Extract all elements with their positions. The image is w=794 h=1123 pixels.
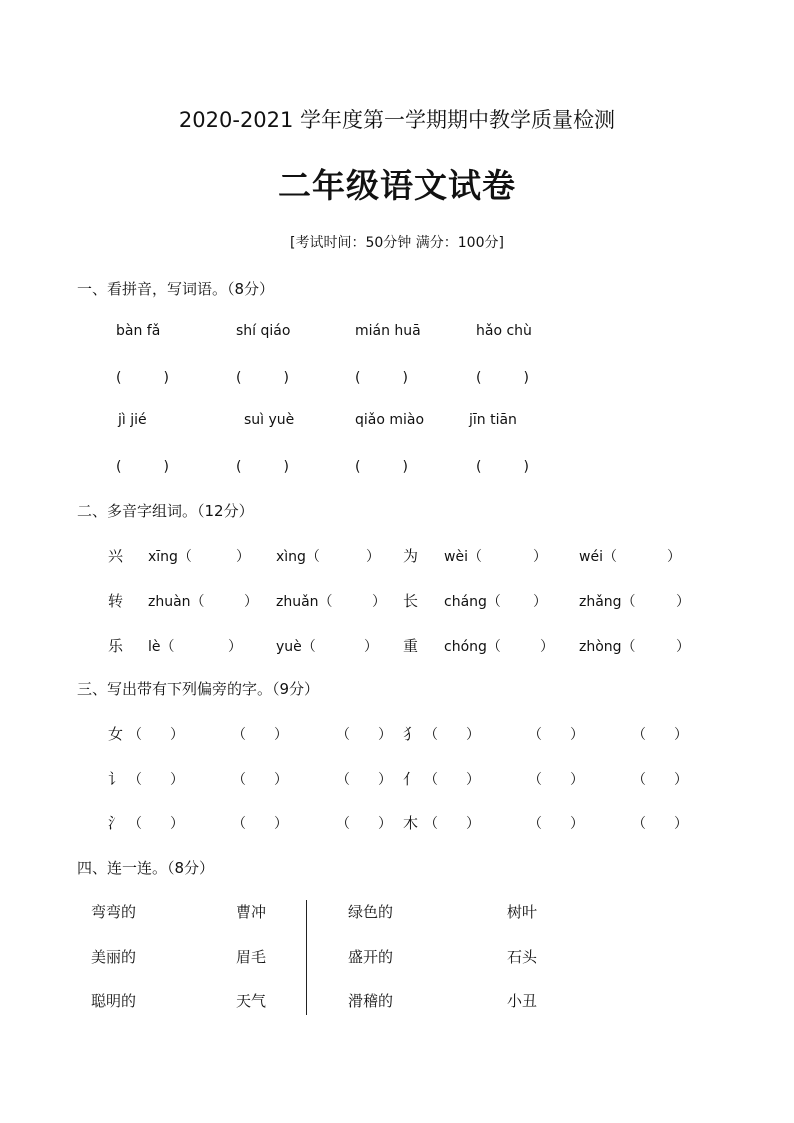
pinyin-label: wéi（ <box>579 549 617 565</box>
paren-close: ） <box>274 727 288 743</box>
paren-open: （ <box>424 816 438 832</box>
match-item[interactable]: 天气 <box>236 992 267 1010</box>
answer-blank-close[interactable]: ） <box>533 594 547 610</box>
match-item[interactable]: 弯弯的 <box>91 903 137 921</box>
pinyin-label: zhòng（ <box>579 639 636 655</box>
section-2-title: 二、多音字组词。（12分） <box>77 502 254 520</box>
paren-open: （ <box>632 772 646 788</box>
pinyin-item: jì jié <box>118 412 147 428</box>
answer-blank[interactable]: ( ) <box>476 370 529 386</box>
paren-open: （ <box>632 816 646 832</box>
paren-open: （ <box>232 816 246 832</box>
pinyin-item: qiǎo miào <box>355 412 425 428</box>
answer-blank-close[interactable]: ） <box>533 549 547 565</box>
pinyin-label: xīng（ <box>148 549 192 565</box>
match-item[interactable]: 石头 <box>507 948 538 966</box>
paren-open: （ <box>336 816 350 832</box>
paren-close: ） <box>274 816 288 832</box>
pinyin-label: yuè（ <box>276 639 316 655</box>
pinyin-item: suì yuè <box>244 412 295 428</box>
polyphone-char: 重 <box>403 637 419 655</box>
section-1-title: 一、看拼音，写词语。（8分） <box>77 280 275 298</box>
exam-subtitle: 2020-2021 学年度第一学期期中教学质量检测 <box>178 108 616 132</box>
radical-label: 讠 <box>108 770 124 788</box>
paren-open: （ <box>528 727 542 743</box>
paren-open: （ <box>424 772 438 788</box>
paren-close: ） <box>466 772 480 788</box>
answer-blank-close[interactable]: ） <box>366 549 380 565</box>
radical-label: 亻 <box>403 770 419 788</box>
paren-close: ） <box>674 727 688 743</box>
polyphone-char: 为 <box>403 547 419 565</box>
pinyin-item: jīn tiān <box>469 412 517 428</box>
paren-close: ） <box>570 727 584 743</box>
pinyin-label: lè（ <box>148 639 175 655</box>
answer-blank[interactable]: ( ) <box>116 370 169 386</box>
paren-close: ） <box>570 772 584 788</box>
paren-close: ） <box>378 816 392 832</box>
paren-open: （ <box>336 772 350 788</box>
paren-open: （ <box>336 727 350 743</box>
answer-blank-close[interactable]: ） <box>244 594 258 610</box>
match-item[interactable]: 滑稽的 <box>348 992 394 1010</box>
pinyin-label: chóng（ <box>444 639 501 655</box>
match-item[interactable]: 曹冲 <box>236 903 267 921</box>
answer-blank[interactable]: ( ) <box>236 370 289 386</box>
paren-open: （ <box>632 727 646 743</box>
pinyin-label: xìng（ <box>276 549 320 565</box>
answer-blank-close[interactable]: ） <box>372 594 386 610</box>
column-divider <box>306 900 307 1015</box>
paren-open: （ <box>232 772 246 788</box>
pinyin-item: shí qiáo <box>236 323 291 339</box>
match-item[interactable]: 树叶 <box>507 903 538 921</box>
paren-close: ） <box>466 816 480 832</box>
answer-blank[interactable]: ( ) <box>116 459 169 475</box>
paren-open: （ <box>232 727 246 743</box>
paren-close: ） <box>170 772 184 788</box>
paren-close: ） <box>170 816 184 832</box>
answer-blank-close[interactable]: ） <box>667 549 681 565</box>
pinyin-item: bàn fǎ <box>116 323 161 339</box>
paren-close: ） <box>674 772 688 788</box>
paren-open: （ <box>128 772 142 788</box>
answer-blank[interactable]: ( ) <box>355 370 408 386</box>
match-item[interactable]: 聪明的 <box>91 992 137 1010</box>
answer-blank-close[interactable]: ） <box>364 639 378 655</box>
answer-blank[interactable]: ( ) <box>476 459 529 475</box>
match-item[interactable]: 绿色的 <box>348 903 394 921</box>
answer-blank-close[interactable]: ） <box>676 639 690 655</box>
answer-blank-close[interactable]: ） <box>676 594 690 610</box>
paren-close: ） <box>274 772 288 788</box>
match-item[interactable]: 美丽的 <box>91 948 137 966</box>
exam-title: 二年级语文试卷 <box>278 166 516 205</box>
answer-blank[interactable]: ( ) <box>355 459 408 475</box>
match-item[interactable]: 眉毛 <box>236 948 267 966</box>
match-item[interactable]: 盛开的 <box>348 948 394 966</box>
radical-label: 犭 <box>403 725 419 743</box>
paren-close: ） <box>378 727 392 743</box>
answer-blank-close[interactable]: ） <box>228 639 242 655</box>
match-item[interactable]: 小丑 <box>507 992 538 1010</box>
exam-info: [考试时间：50分钟 满分：100分] <box>290 235 504 251</box>
pinyin-label: zhǎng（ <box>579 594 636 610</box>
answer-blank-close[interactable]: ） <box>540 639 554 655</box>
pinyin-label: zhuǎn（ <box>276 594 333 610</box>
section-4-title: 四、连一连。（8分） <box>77 859 215 877</box>
answer-blank[interactable]: ( ) <box>236 459 289 475</box>
polyphone-char: 兴 <box>108 547 124 565</box>
paren-close: ） <box>170 727 184 743</box>
paren-close: ） <box>570 816 584 832</box>
paren-open: （ <box>528 816 542 832</box>
paren-close: ） <box>466 727 480 743</box>
radical-label: 氵 <box>108 814 124 832</box>
radical-label: 女 <box>108 725 124 743</box>
pinyin-label: cháng（ <box>444 594 501 610</box>
paren-open: （ <box>424 727 438 743</box>
section-3-title: 三、写出带有下列偏旁的字。（9分） <box>77 680 320 698</box>
pinyin-item: hǎo chù <box>476 323 532 339</box>
pinyin-label: wèi（ <box>444 549 482 565</box>
pinyin-item: mián huā <box>355 323 421 339</box>
paren-close: ） <box>674 816 688 832</box>
paren-open: （ <box>128 816 142 832</box>
pinyin-label: zhuàn（ <box>148 594 205 610</box>
answer-blank-close[interactable]: ） <box>236 549 250 565</box>
polyphone-char: 长 <box>403 592 419 610</box>
radical-label: 木 <box>403 814 419 832</box>
paren-close: ） <box>378 772 392 788</box>
paren-open: （ <box>128 727 142 743</box>
polyphone-char: 转 <box>108 592 124 610</box>
polyphone-char: 乐 <box>108 637 124 655</box>
paren-open: （ <box>528 772 542 788</box>
